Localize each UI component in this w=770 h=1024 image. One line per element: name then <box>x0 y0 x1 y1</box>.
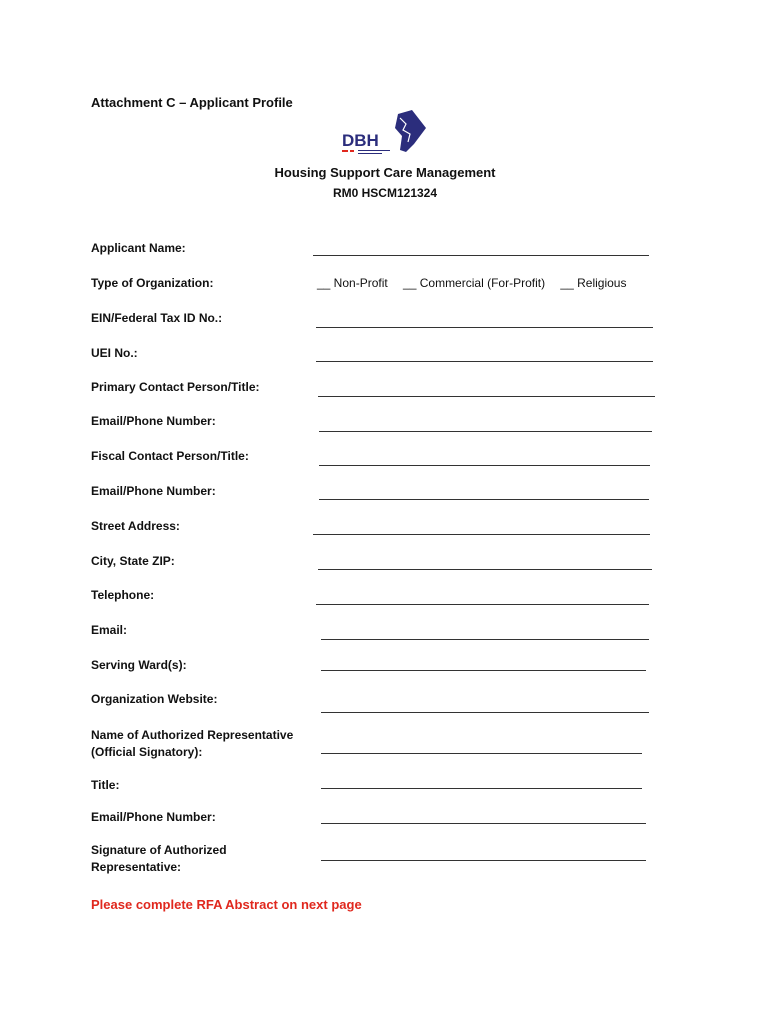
fiscal-contact-label: Fiscal Contact Person/Title: <box>91 449 249 463</box>
org-type-options <box>317 276 638 290</box>
website-field[interactable] <box>321 712 649 713</box>
primary-email-phone-field[interactable] <box>319 431 652 432</box>
authorized-rep-label-line1: Name of Authorized Representative <box>91 728 294 742</box>
ein-field[interactable] <box>316 327 653 328</box>
fiscal-email-phone-label: Email/Phone Number: <box>91 484 216 498</box>
option-commercial[interactable]: __ Commercial (For-Profit) <box>403 276 546 290</box>
org-type-label: Type of Organization: <box>91 276 214 290</box>
city-state-zip-field[interactable] <box>318 569 652 570</box>
next-page-notice: Please complete RFA Abstract on next page <box>91 897 362 912</box>
authorized-rep-label <box>91 727 293 761</box>
primary-contact-label: Primary Contact Person/Title: <box>91 380 260 394</box>
signature-label-line1: Signature of Authorized <box>91 843 227 857</box>
option-non-profit[interactable]: __ Non-Profit <box>317 276 388 290</box>
website-label: Organization Website: <box>91 692 218 706</box>
authorized-rep-label-line2: (Official Signatory): <box>91 745 203 759</box>
title-field[interactable] <box>321 788 642 789</box>
primary-email-phone-label: Email/Phone Number: <box>91 414 216 428</box>
signature-field[interactable] <box>321 860 646 861</box>
street-address-field[interactable] <box>313 534 650 535</box>
applicant-name-label: Applicant Name: <box>91 241 186 255</box>
option-religious[interactable]: __ Religious <box>560 276 627 290</box>
primary-contact-field[interactable] <box>318 396 655 397</box>
title-label: Title: <box>91 778 120 792</box>
document-subtitle: RM0 HSCM121324 <box>332 186 438 200</box>
authorized-rep-field[interactable] <box>321 753 642 754</box>
rep-email-phone-label: Email/Phone Number: <box>91 810 216 824</box>
uei-field[interactable] <box>316 361 653 362</box>
fiscal-contact-field[interactable] <box>319 465 650 466</box>
street-address-label: Street Address: <box>91 519 180 533</box>
uei-label: UEI No.: <box>91 346 138 360</box>
serving-wards-field[interactable] <box>321 670 646 671</box>
applicant-name-field[interactable] <box>313 255 649 256</box>
serving-wards-label: Serving Ward(s): <box>91 658 187 672</box>
telephone-field[interactable] <box>316 604 649 605</box>
document-title: Housing Support Care Management <box>274 165 496 180</box>
logo-text: DBH <box>342 131 379 150</box>
ein-label: EIN/Federal Tax ID No.: <box>91 311 223 325</box>
document-heading: Attachment C – Applicant Profile <box>91 95 293 110</box>
email-field[interactable] <box>321 639 649 640</box>
fiscal-email-phone-field[interactable] <box>319 499 649 500</box>
signature-label <box>91 842 227 876</box>
rep-email-phone-field[interactable] <box>321 823 646 824</box>
city-state-zip-label: City, State ZIP: <box>91 554 175 568</box>
telephone-label: Telephone: <box>91 588 155 602</box>
email-label: Email: <box>91 623 128 637</box>
dbh-logo <box>340 110 430 158</box>
signature-label-line2: Representative: <box>91 860 182 874</box>
